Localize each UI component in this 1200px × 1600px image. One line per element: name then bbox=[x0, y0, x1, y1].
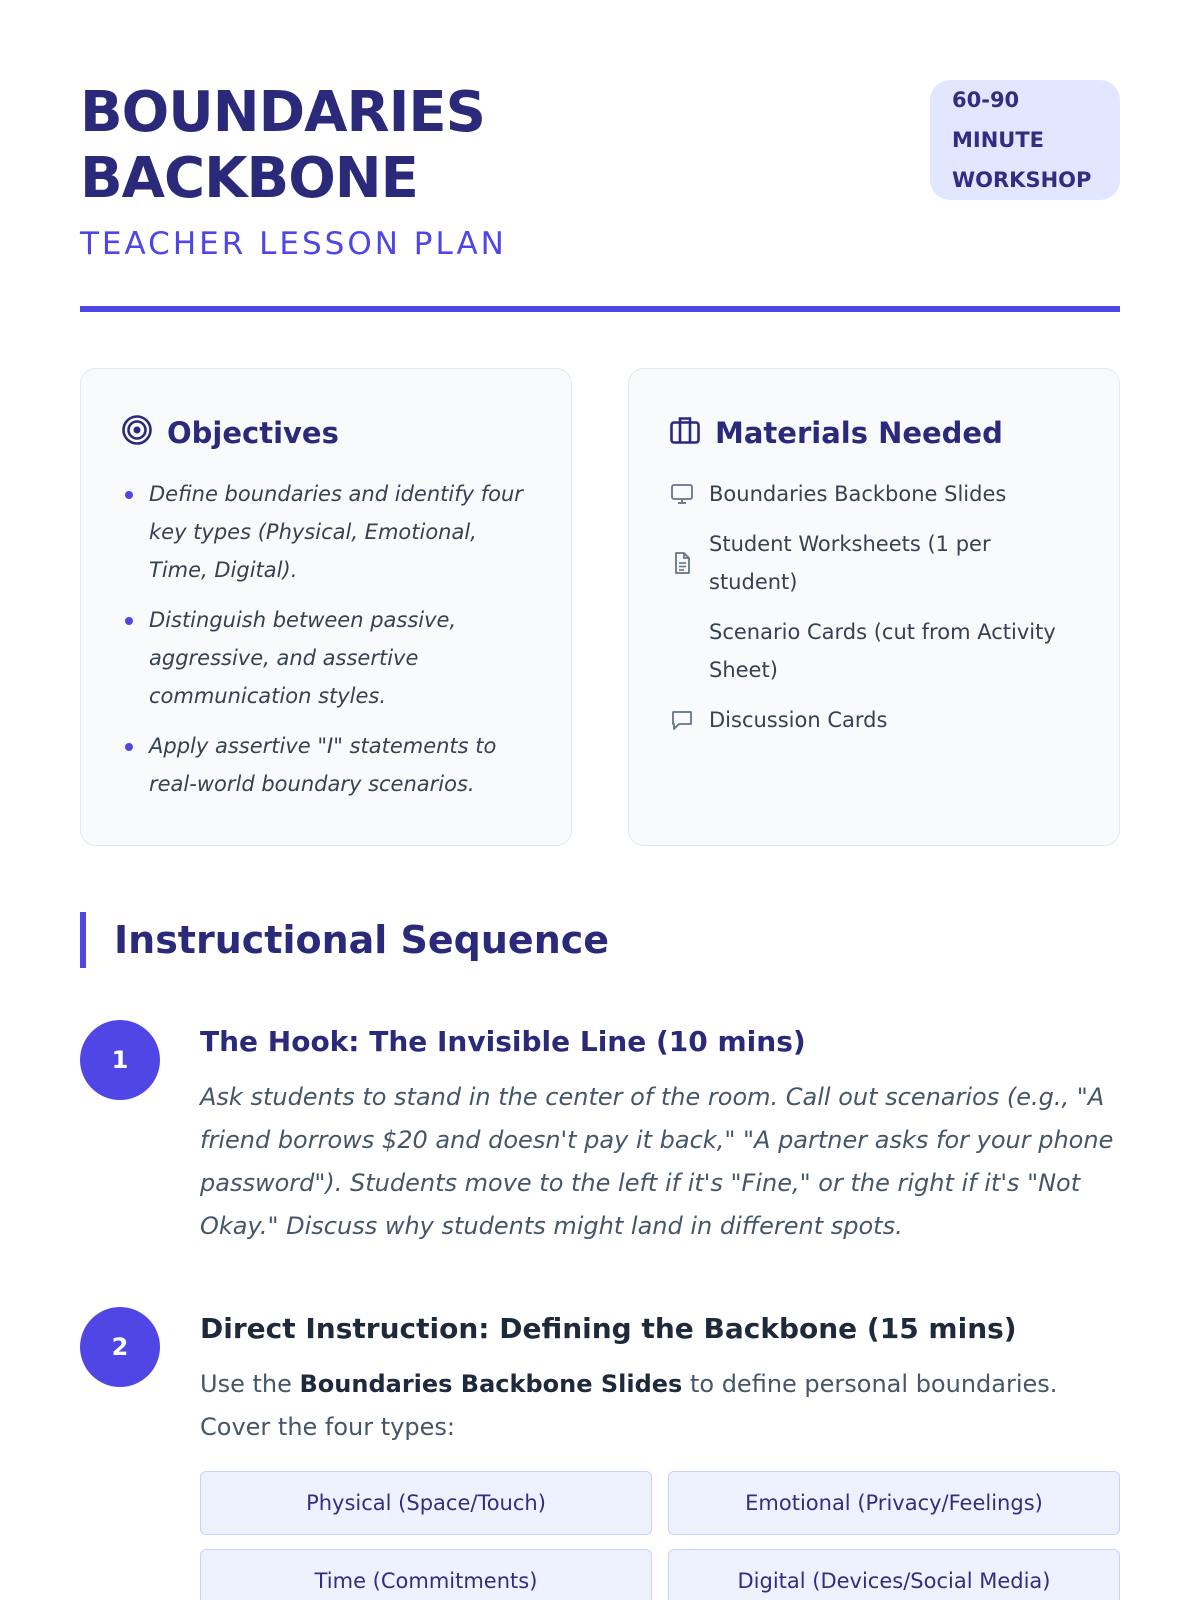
step-description bbox=[200, 1363, 1120, 1449]
bullet-icon bbox=[125, 617, 133, 625]
objectives-heading-label: Objectives bbox=[167, 416, 339, 450]
step-body bbox=[200, 1307, 1120, 1600]
material-item bbox=[669, 701, 1079, 739]
duration-badge bbox=[930, 80, 1120, 200]
objectives-card bbox=[80, 368, 572, 846]
material-label: Scenario Cards (cut from Activity Sheet) bbox=[709, 620, 1056, 682]
step-body bbox=[200, 1020, 1120, 1248]
chat-bubble-icon bbox=[669, 707, 695, 733]
duration-badge-line-2: WORKSHOP bbox=[952, 168, 1092, 192]
materials-heading bbox=[669, 413, 1079, 453]
objective-item bbox=[121, 727, 531, 803]
page-subtitle: TEACHER LESSON PLAN bbox=[80, 226, 507, 262]
material-item bbox=[669, 613, 1079, 689]
target-icon bbox=[121, 414, 153, 453]
step-text-bold: Boundaries Backbone Slides bbox=[299, 1370, 683, 1398]
material-label: Boundaries Backbone Slides bbox=[709, 482, 1007, 506]
bullet-icon bbox=[125, 491, 133, 499]
document-icon bbox=[669, 550, 695, 576]
page-title-line-1: BOUNDARIES bbox=[80, 80, 485, 145]
bullet-icon bbox=[125, 743, 133, 751]
material-item bbox=[669, 525, 1079, 601]
objective-text: Apply assertive "I" statements to real-world boundary scenarios. bbox=[149, 734, 497, 796]
materials-card bbox=[628, 368, 1120, 846]
step-number-badge: 1 bbox=[80, 1020, 160, 1100]
materials-heading-label: Materials Needed bbox=[715, 416, 1003, 450]
boundary-type-chip: Time (Commitments) bbox=[200, 1549, 652, 1600]
instructional-sequence-heading: Instructional Sequence bbox=[80, 912, 609, 968]
step-text-before: Use the bbox=[200, 1370, 300, 1398]
step-description: Ask students to stand in the center of the room. Call out scenarios (e.g., "A friend borrows $20 and doesn't pay it back," "A partner asks for your phone password"). Students move to the left if it's "Fine," or the right if it's "Not Okay." Discuss why students might land in different spots. bbox=[200, 1083, 1114, 1240]
objective-text: Define boundaries and identify four key types (Physical, Emotional, Time, Digital). bbox=[149, 482, 523, 582]
materials-list bbox=[669, 475, 1079, 739]
page-title bbox=[80, 80, 640, 212]
material-item bbox=[669, 475, 1079, 513]
duration-badge-line-1: 60-90 MINUTE bbox=[952, 88, 1045, 152]
objective-item bbox=[121, 475, 531, 589]
boundary-type-chip: Physical (Space/Touch) bbox=[200, 1471, 652, 1535]
header-divider bbox=[80, 306, 1120, 312]
boundary-type-chip: Digital (Devices/Social Media) bbox=[668, 1549, 1120, 1600]
boundary-types-grid bbox=[200, 1471, 1120, 1600]
sequence-step-2 bbox=[80, 1307, 1120, 1600]
blank-icon bbox=[669, 638, 695, 664]
sequence-step-1 bbox=[80, 1020, 1120, 1250]
page-title-line-2: BACKBONE bbox=[80, 146, 418, 211]
step-title: The Hook: The Invisible Line (10 mins) bbox=[200, 1025, 806, 1058]
objectives-heading bbox=[121, 413, 531, 453]
objectives-list bbox=[121, 475, 531, 803]
objective-item bbox=[121, 601, 531, 715]
material-label: Student Worksheets (1 per student) bbox=[709, 532, 991, 594]
objective-text: Distinguish between passive, aggressive, and assertive communication styles. bbox=[149, 608, 457, 708]
monitor-icon bbox=[669, 481, 695, 507]
step-number-badge: 2 bbox=[80, 1307, 160, 1387]
material-label: Discussion Cards bbox=[709, 708, 888, 732]
step-text-after: to define personal boundaries. Cover the four types: bbox=[200, 1370, 1058, 1441]
step-title: Direct Instruction: Defining the Backbone (15 mins) bbox=[200, 1312, 1017, 1345]
boundary-type-chip: Emotional (Privacy/Feelings) bbox=[668, 1471, 1120, 1535]
page-header bbox=[80, 80, 1120, 262]
briefcase-icon bbox=[669, 414, 701, 453]
